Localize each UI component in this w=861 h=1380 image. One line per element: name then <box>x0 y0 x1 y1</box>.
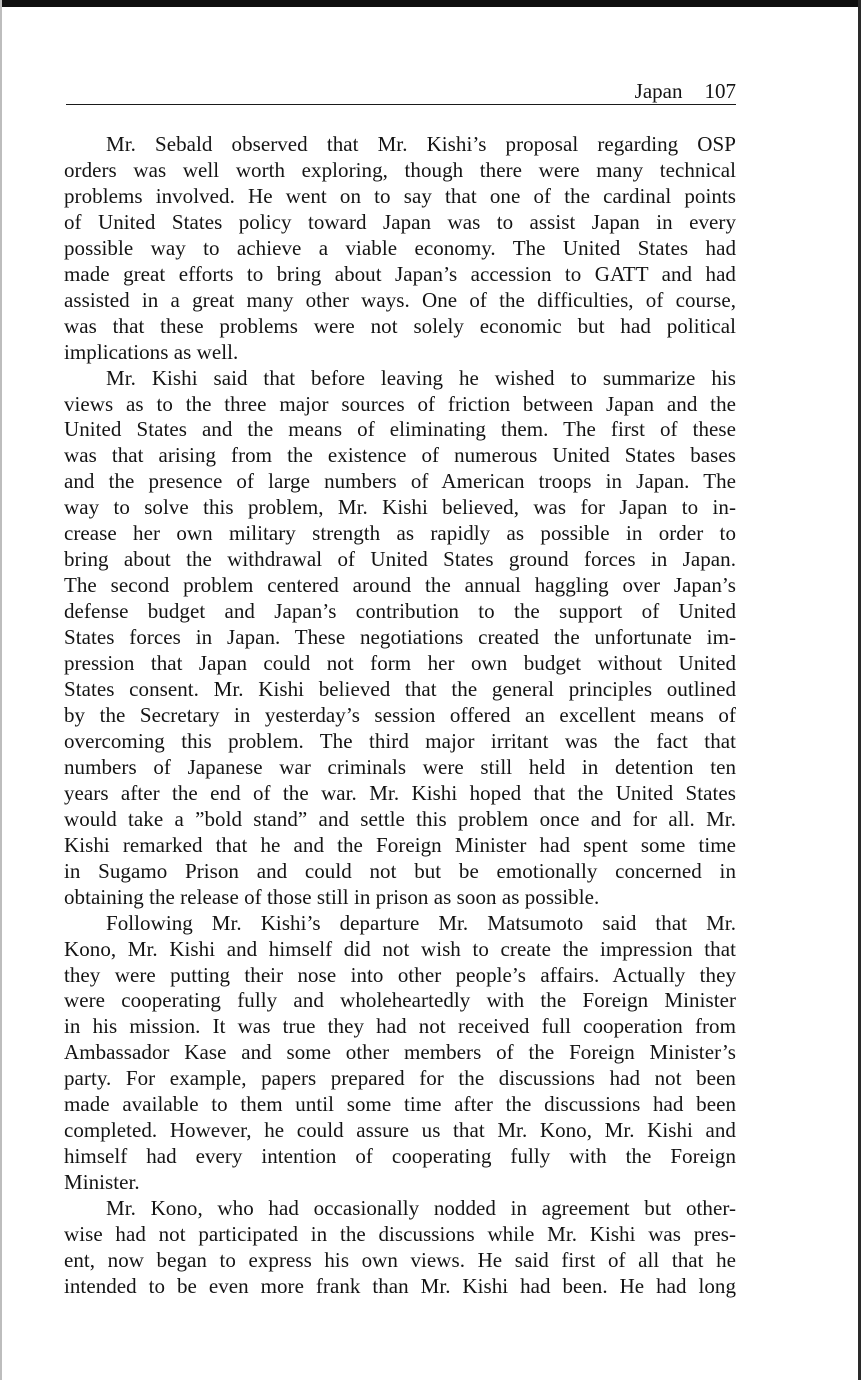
text-line: Kono, Mr. Kishi and himself did not wish to create the impression that <box>64 936 736 961</box>
text-line: would take a ”bold stand” and settle this problem once and for all. Mr. <box>64 806 736 831</box>
text-line: made available to them until some time after the discussions had been <box>64 1092 736 1117</box>
text-line: completed. However, he could assure us that Mr. Kono, Mr. Kishi and <box>64 1118 736 1143</box>
text-line: of United States policy toward Japan was to assist Japan in every <box>64 209 736 234</box>
text-line: views as to the three major sources of friction between Japan and the <box>64 391 736 416</box>
text-line: numbers of Japanese war criminals were still held in detention ten <box>64 754 736 779</box>
text-line: in his mission. It was true they had not received full cooperation from <box>64 1014 736 1039</box>
text-line: by the Secretary in yesterday’s session offered an excellent means of <box>64 702 736 727</box>
text-line: Mr. Kishi said that before leaving he wished to summarize his <box>106 365 736 390</box>
text-line: overcoming this problem. The third major irritant was the fact that <box>64 728 736 753</box>
paragraph <box>64 366 736 911</box>
text-line: himself had every intention of cooperating fully with the Foreign <box>64 1144 736 1169</box>
paragraph <box>64 1196 736 1300</box>
text-line: was that arising from the existence of numerous United States bases <box>64 443 736 468</box>
text-line: was that these problems were not solely economic but had political <box>64 313 736 338</box>
text-line: obtaining the release of those still in prison as soon as possible. <box>64 884 600 909</box>
text-line: orders was well worth exploring, though there were many technical <box>64 157 736 182</box>
text-line: Ambassador Kase and some other members of the Foreign Minister’s <box>64 1040 736 1065</box>
text-line: they were putting their nose into other people’s affairs. Actually they <box>64 962 736 987</box>
text-line: States forces in Japan. These negotiations created the unfortunate im- <box>64 625 736 650</box>
text-line: implications as well. <box>64 339 239 364</box>
text-line: bring about the withdrawal of United States ground forces in Japan. <box>64 547 736 572</box>
text-line: Mr. Kono, who had occasionally nodded in agreement but other- <box>106 1196 736 1221</box>
text-line: Mr. Sebald observed that Mr. Kishi’s proposal regarding OSP <box>106 132 736 156</box>
text-line: United States and the means of eliminating them. The first of these <box>64 417 736 442</box>
body-text <box>64 132 736 1300</box>
text-line: made great efforts to bring about Japan’s accession to GATT and had <box>64 261 736 286</box>
page-top-border <box>0 0 861 7</box>
text-line: Minister. <box>64 1170 140 1195</box>
paragraph <box>64 911 736 1196</box>
text-line: Kishi remarked that he and the Foreign Minister had spent some time <box>64 832 736 857</box>
page-number: 107 <box>704 79 736 103</box>
text-line: wise had not participated in the discussions while Mr. Kishi was pres- <box>64 1222 736 1247</box>
text-line: problems involved. He went on to say that one of the cardinal points <box>64 183 736 208</box>
text-line: The second problem centered around the annual haggling over Japan’s <box>64 573 736 598</box>
text-line: intended to be even more frank than Mr. Kishi had been. He had long <box>64 1273 736 1298</box>
running-head <box>66 78 736 105</box>
text-line: States consent. Mr. Kishi believed that the general principles outlined <box>64 677 736 702</box>
text-line: assisted in a great many other ways. One of the difficulties, of course, <box>64 287 736 312</box>
text-line: party. For example, papers prepared for the discussions had not been <box>64 1066 736 1091</box>
text-line: Following Mr. Kishi’s departure Mr. Matsumoto said that Mr. <box>106 910 736 935</box>
running-head-section: Japan <box>634 79 683 103</box>
text-line: crease her own military strength as rapidly as possible in order to <box>64 521 736 546</box>
page-left-edge <box>0 0 2 1380</box>
text-line: ent, now began to express his own views. He said first of all that he <box>64 1247 736 1272</box>
paragraph <box>64 132 736 366</box>
text-line: way to solve this problem, Mr. Kishi believed, was for Japan to in- <box>64 495 736 520</box>
text-line: years after the end of the war. Mr. Kishi hoped that the United States <box>64 780 736 805</box>
text-line: were cooperating fully and wholeheartedly with the Foreign Minister <box>64 988 736 1013</box>
text-line: defense budget and Japan’s contribution to the support of United <box>64 599 736 624</box>
text-line: in Sugamo Prison and could not but be emotionally concerned in <box>64 858 736 883</box>
text-line: and the presence of large numbers of American troops in Japan. The <box>64 469 736 494</box>
text-line: possible way to achieve a viable economy. The United States had <box>64 235 736 260</box>
text-line: pression that Japan could not form her own budget without United <box>64 651 736 676</box>
